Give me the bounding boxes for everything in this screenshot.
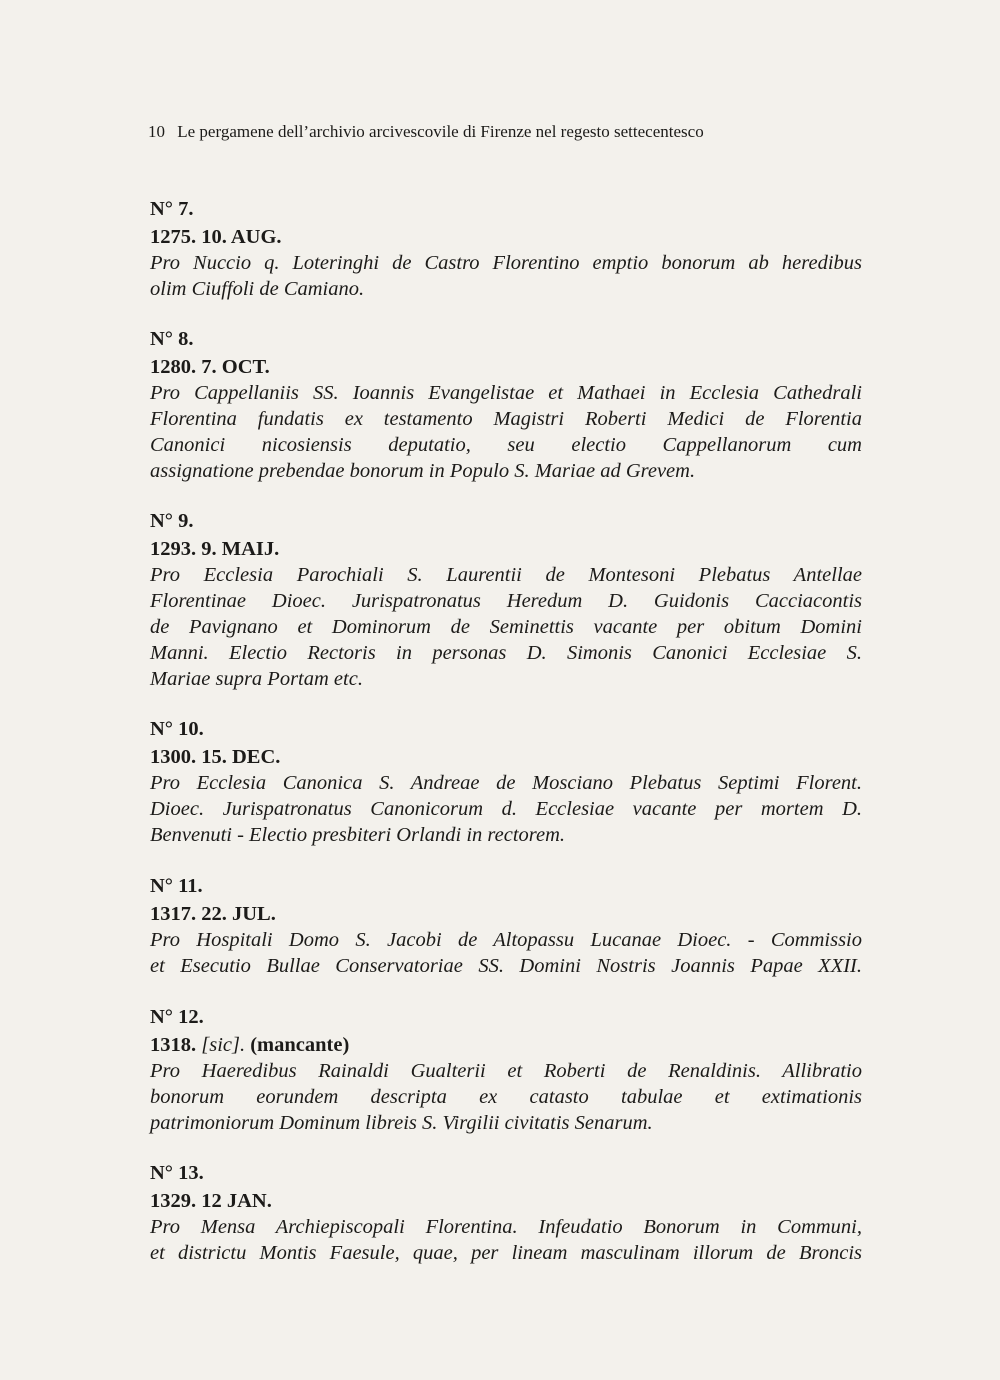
description-line: et districtu Montis Faesule, quae, per lineam masculinam illorum de Broncis [150, 1242, 862, 1264]
entry-description [150, 380, 862, 484]
description-line: Pro Ecclesia Canonica S. Andreae de Mosciano Plebatus Septimi Florent. [150, 772, 862, 794]
entry-description [150, 927, 862, 979]
entry-date: 1329. 12 JAN. [150, 1190, 272, 1212]
entry-number: N° 13. [150, 1162, 204, 1184]
description-line: Canonici nicosiensis deputatio, seu electio Cappellanorum cum [150, 434, 862, 456]
description-line: Florentinae Dioec. Jurispatronatus Heredum D. Guidonis Cacciacontis [150, 590, 862, 612]
entry-description [150, 562, 862, 692]
entry-date-sic: [sic]. [201, 1034, 246, 1056]
entry-number: N° 9. [150, 510, 194, 532]
entry-description [150, 770, 862, 848]
description-line: bonorum eorundem descripta ex catasto tabulae et extimationis [150, 1086, 862, 1108]
entry-description [150, 250, 862, 302]
description-line: Dioec. Jurispatronatus Canonicorum d. Ecclesiae vacante per mortem D. [150, 798, 862, 820]
description-line: Pro Nuccio q. Loteringhi de Castro Florentino emptio bonorum ab heredibus [150, 252, 862, 274]
entry-13 [150, 1160, 862, 1266]
entry-date: 1300. 15. DEC. [150, 746, 281, 768]
entry-description [150, 1214, 862, 1266]
description-line: Pro Ecclesia Parochiali S. Laurentii de Montesoni Plebatus Antellae [150, 564, 862, 586]
entry-8 [150, 326, 862, 484]
page-number: 10 [148, 122, 165, 141]
description-line: Florentina fundatis ex testamento Magistri Roberti Medici de Florentia [150, 408, 862, 430]
entry-date [150, 1032, 862, 1058]
entry-7 [150, 196, 862, 302]
entry-number: N° 8. [150, 328, 194, 350]
entry-description [150, 1058, 862, 1136]
running-title: Le pergamene dell’archivio arcivescovile di Firenze nel regesto settecentesco [177, 122, 704, 141]
description-line: Pro Hospitali Domo S. Jacobi de Altopassu Lucanae Dioec. - Commissio [150, 929, 862, 951]
entry-9 [150, 508, 862, 692]
entry-number: N° 7. [150, 198, 194, 220]
description-line: olim Ciuffoli de Camiano. [150, 278, 365, 300]
entry-date: 1293. 9. MAIJ. [150, 538, 280, 560]
entry-date: 1317. 22. JUL. [150, 903, 276, 925]
entry-date: 1280. 7. OCT. [150, 356, 270, 378]
description-line: Pro Mensa Archiepiscopali Florentina. Infeudatio Bonorum in Communi, [150, 1216, 862, 1238]
description-line: patrimoniorum Dominum libreis S. Virgilii civitatis Senarum. [150, 1112, 653, 1134]
description-line: Pro Cappellaniis SS. Ioannis Evangelistae et Mathaei in Ecclesia Cathedrali [150, 382, 862, 404]
entry-date-value: 1318. [150, 1034, 197, 1056]
entry-number: N° 11. [150, 875, 203, 897]
description-line: de Pavignano et Dominorum de Seminettis vacante per obitum Domini [150, 616, 862, 638]
entry-11 [150, 873, 862, 979]
entry-date-note: (mancante) [250, 1034, 350, 1056]
description-line: Benvenuti - Electio presbiteri Orlandi in rectorem. [150, 824, 566, 846]
entry-number: N° 10. [150, 718, 204, 740]
entry-12 [150, 1004, 862, 1136]
entry-date: 1275. 10. AUG. [150, 226, 282, 248]
entry-10 [150, 716, 862, 848]
description-line: et Esecutio Bullae Conservatoriae SS. Domini Nostris Joannis Papae XXII. [150, 955, 862, 977]
description-line: Mariae supra Portam etc. [150, 668, 363, 690]
entry-number: N° 12. [150, 1006, 204, 1028]
description-line: assignatione prebendae bonorum in Populo S. Mariae ad Grevem. [150, 460, 696, 482]
description-line: Pro Haeredibus Rainaldi Gualterii et Roberti de Renaldinis. Allibratio [150, 1060, 862, 1082]
description-line: Manni. Electio Rectoris in personas D. Simonis Canonici Ecclesiae S. [150, 642, 862, 664]
